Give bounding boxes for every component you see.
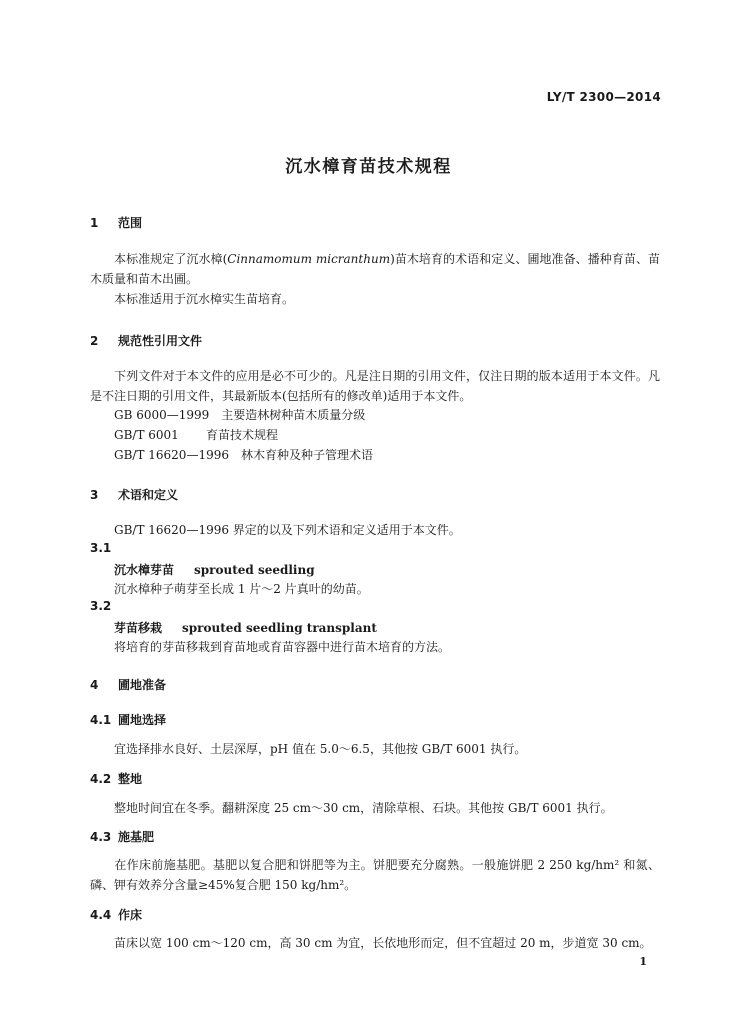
section-title: 规范性引用文件 [118, 334, 203, 348]
subsection-4-2-heading: 4.2 整地 [90, 772, 143, 786]
subsection-4-3-heading: 4.3 施基肥 [90, 830, 155, 844]
document-title: 沉水樟育苗技术规程 [285, 157, 452, 177]
section-1-heading [90, 214, 142, 231]
subsection-4-1-heading: 4.1 圃地选择 [90, 713, 167, 727]
section-number: 2 [90, 334, 99, 348]
term-entry [114, 619, 377, 636]
term-number: 3.2 [90, 599, 112, 613]
section-3-heading [90, 486, 178, 503]
section-2-heading [90, 332, 202, 349]
section-4-heading [90, 676, 166, 693]
section-2-paragraph-1: 下列文件对于本文件的应用是必不可少的。凡是注日期的引用文件，仅注日期的版本适用于本文件。凡是不注日期的引用文件，其最新版本(包括所有的修改单)适用于本文件。 [90, 369, 660, 403]
normative-reference: GB/T 16620—1996 林木育种及种子管理术语 [114, 448, 373, 462]
subsection-4-3-text: 在作床前施基肥。基肥以复合肥和饼肥等为主。饼肥要充分腐熟。一般施饼肥 2 250 kg/hm² 和氮、磷、钾有效养分含量≥45%复合肥 150 kg/hm²。 [90, 858, 660, 892]
term-chinese: 芽苗移栽 [114, 621, 163, 635]
term-english: sprouted seedling transplant [182, 621, 377, 635]
term-chinese: 沉水樟芽苗 [114, 563, 175, 577]
section-1-paragraph-1: 本标准规定了沉水樟(Cinnamomum micranthum)苗木培育的术语和定义、圃地准备、播种育苗、苗木质量和苗木出圃。 [90, 252, 661, 286]
subsection-4-4-text: 苗床以宽 100 cm～120 cm，高 30 cm 为宜，长依地形而定，但不宜超过 20 m，步道宽 30 cm。 [114, 936, 652, 950]
section-3-paragraph-1: GB/T 16620—1996 界定的以及下列术语和定义适用于本文件。 [114, 523, 461, 537]
normative-reference: GB/T 6001 育苗技术规程 [114, 428, 279, 442]
standard-code: LY/T 2300—2014 [546, 90, 661, 104]
section-title: 范围 [118, 216, 143, 230]
subsection-4-4-heading: 4.4 作床 [90, 908, 143, 922]
section-1-paragraph-2: 本标准适用于沉水樟实生苗培育。 [114, 292, 295, 306]
section-number: 3 [90, 488, 99, 502]
normative-reference: GB 6000—1999 主要造林树种苗木质量分级 [114, 408, 366, 422]
section-title: 术语和定义 [118, 488, 179, 502]
term-english: sprouted seedling [194, 563, 315, 577]
section-title: 圃地准备 [118, 678, 167, 692]
section-number: 1 [90, 216, 99, 230]
term-entry [114, 561, 315, 578]
subsection-4-2-text: 整地时间宜在冬季。翻耕深度 25 cm～30 cm，清除草根、石块。其他按 GB/T 6001 执行。 [114, 801, 613, 815]
subsection-4-1-text: 宜选择排水良好、土层深厚，pH 值在 5.0～6.5，其他按 GB/T 6001 执行。 [114, 742, 527, 756]
latin-name: Cinnamomum micranthum [227, 252, 391, 266]
term-definition: 沉水樟种子萌芽至长成 1 片～2 片真叶的幼苗。 [114, 582, 369, 596]
term-definition: 将培育的芽苗移栽到育苗地或育苗容器中进行苗木培育的方法。 [114, 640, 451, 654]
section-number: 4 [90, 678, 99, 692]
page-number: 1 [639, 955, 647, 968]
term-number: 3.1 [90, 541, 112, 555]
